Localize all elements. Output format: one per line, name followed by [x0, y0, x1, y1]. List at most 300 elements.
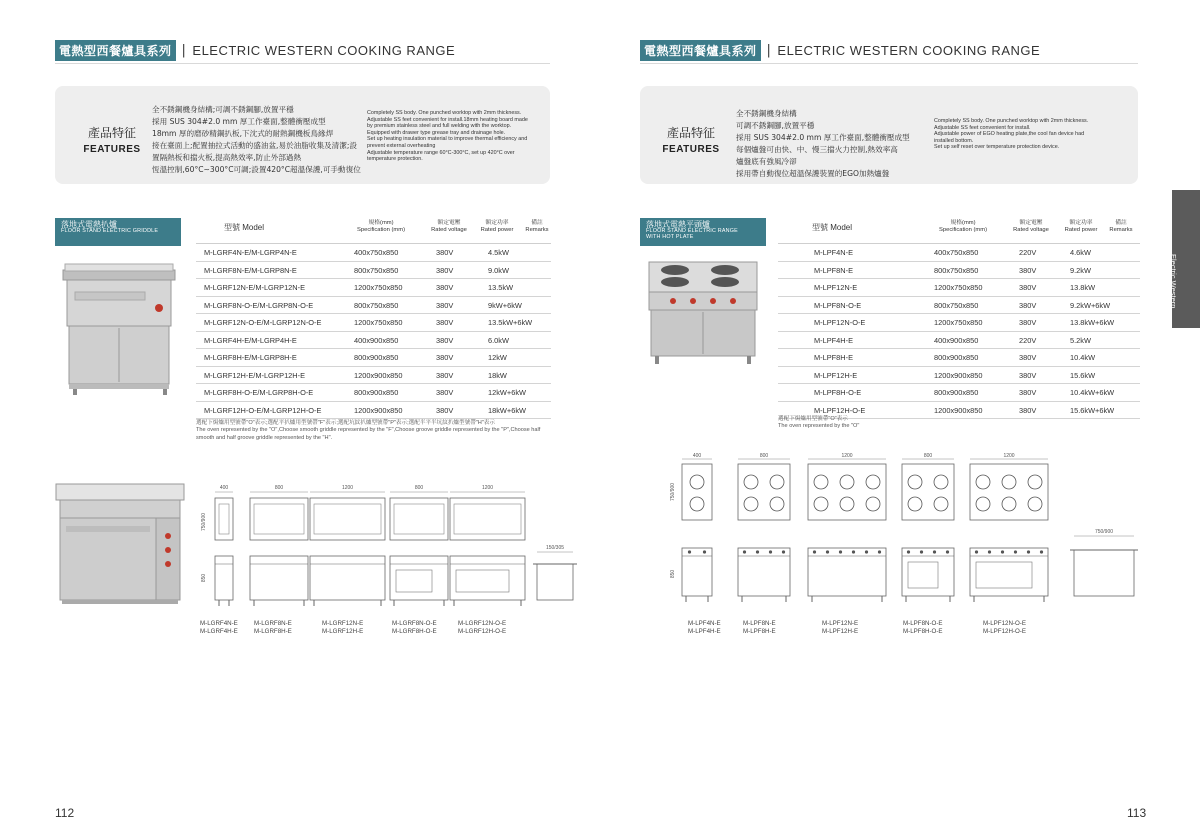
cell-spec: 1200x900x850	[934, 405, 983, 415]
cell-power: 12kW	[488, 353, 507, 362]
feature-en: Completely SS body. One punched worktop with 2mm thickness.	[367, 110, 522, 116]
feature-zh: 採用 SUS 304#2.0 mm 厚工作臺面,整體衝壓成型	[736, 133, 910, 142]
header-divider	[640, 63, 1138, 64]
table-row	[196, 297, 551, 315]
col-voltage	[426, 220, 472, 233]
top-view-plate	[454, 504, 521, 534]
knob-icon	[852, 550, 855, 553]
features-title	[646, 124, 736, 155]
feature-zh: 18mm 厚的磨砂精鋼扒板,下沈式的耐熱鋼機板鳥緣焊	[152, 129, 334, 138]
cell-voltage: 380V	[1019, 265, 1037, 275]
model-code: M-LGRF12H-E	[322, 627, 364, 635]
cell-power: 9kW+6kW	[488, 300, 522, 310]
dimension-label: 800	[759, 453, 769, 459]
side-view-outline	[537, 564, 573, 600]
features-list-en	[934, 118, 1088, 151]
cell-spec: 400x900x850	[354, 335, 399, 345]
side-section-tab[interactable]	[1160, 190, 1200, 328]
header-separator: |	[181, 42, 187, 58]
top-view-plate	[394, 504, 444, 534]
cell-voltage: 380V	[1019, 318, 1037, 327]
model-label	[822, 620, 858, 636]
feature-zh: 接在臺面上;配置抽拉式活動的盛油盆,易於油脂收集及清潔;設	[152, 141, 357, 150]
front-view-outline	[970, 548, 1048, 596]
header-divider	[55, 63, 550, 64]
hot-plate-icon	[690, 475, 704, 489]
table-note	[778, 416, 1018, 431]
hot-plate-icon	[908, 475, 922, 489]
feature-zh: 每個爐盤可由快、中、慢三擋火力控制,熱效率高	[736, 145, 898, 154]
cell-spec: 1200x750x850	[354, 283, 403, 292]
cell-voltage: 380V	[1019, 353, 1037, 362]
top-view-outline	[902, 464, 954, 520]
knob-icon	[688, 550, 691, 553]
cell-power: 13.8kW+6kW	[1070, 318, 1115, 327]
model-code: M-LGRF8N-O-E	[392, 620, 437, 627]
table-body	[196, 244, 551, 419]
table-row	[778, 262, 1140, 280]
dimension-label: 800	[923, 453, 933, 459]
dimension-label: 1200	[341, 485, 354, 491]
col-power-zh: 額定功率	[1069, 220, 1093, 226]
hot-plate-icon	[1002, 475, 1016, 489]
knob-icon	[946, 550, 949, 553]
hot-plate-icon	[1028, 497, 1042, 511]
technical-drawings	[195, 478, 590, 638]
col-power-en: Rated power	[480, 226, 514, 233]
header-title-zh: 電熱型西餐爐具系列	[640, 40, 761, 61]
table-header	[778, 218, 1140, 244]
hot-plate-icon	[770, 497, 784, 511]
col-model: 型號 Model	[812, 223, 853, 232]
table-row	[196, 332, 551, 350]
features-panel	[55, 86, 550, 184]
model-code: M-LGRF8H-E	[254, 627, 292, 635]
feature-en: Adjustable SS feet convenient for install.	[934, 124, 1031, 131]
cell-voltage: 380V	[436, 370, 454, 380]
dimension-label: 800	[414, 485, 424, 491]
cell-model: M-LGRF12N-O-E/M-LGRP12N-O-E	[204, 318, 322, 327]
table-row	[778, 332, 1140, 350]
feature-en: Set up heating insulation material to improve thermal efficiency and	[367, 136, 528, 143]
cell-model: M-LPF12N-E	[814, 283, 858, 292]
hot-plate-icon	[866, 497, 880, 511]
hot-plate-icon	[744, 497, 758, 511]
cell-voltage: 380V	[1019, 283, 1037, 292]
page-number: 112	[55, 806, 75, 820]
knob-icon	[826, 550, 829, 553]
model-code: M-LGRF8N-E	[254, 620, 292, 627]
front-view-outline	[390, 556, 448, 600]
cell-model: M-LGRF12H-O-E/M-LGRP12H-O-E	[204, 405, 322, 415]
table-row	[196, 367, 551, 385]
page-number: 113	[1127, 806, 1147, 820]
hot-plate-icon	[690, 497, 704, 511]
model-code: M-LGRF4N-E	[200, 620, 238, 627]
note-en: The oven represented by the "O"	[778, 423, 860, 430]
knob-icon	[975, 550, 978, 553]
table-row	[778, 367, 1140, 385]
front-view-outline	[310, 556, 385, 600]
cell-model: M-LPF4H-E	[814, 335, 854, 345]
top-view-plate	[314, 504, 381, 534]
hot-plate-icon	[934, 475, 948, 489]
knob-icon	[865, 550, 868, 553]
model-code: M-LPF8N-E	[743, 620, 776, 627]
product-category-tag	[55, 218, 181, 246]
dimension-label: 150/305	[545, 545, 565, 551]
cell-spec: 800x750x850	[354, 265, 399, 275]
col-power-zh: 額定功率	[485, 220, 509, 226]
col-model: 型號 Model	[224, 223, 265, 232]
dimension-label: 400	[219, 485, 229, 491]
front-view-outline	[450, 556, 525, 600]
cell-voltage: 220V	[1019, 248, 1037, 257]
table-row	[778, 349, 1140, 367]
model-label	[688, 620, 721, 636]
knob-icon	[813, 550, 816, 553]
col-power-en: Rated power	[1064, 226, 1098, 233]
top-view-outline	[808, 464, 886, 520]
model-code: M-LGRF4H-E	[200, 627, 238, 635]
note-en-2: smooth and half groove griddle represented by the "H".	[196, 434, 333, 441]
cell-power: 15.6kW+6kW	[1070, 405, 1115, 415]
model-label	[983, 620, 1026, 636]
cell-model: M-LGRF4N-E/M-LGRP4N-E	[204, 248, 297, 257]
cell-voltage: 380V	[1019, 388, 1037, 397]
feature-zh: 全不銹鋼機身結構;可調不銹鋼腳,放置平穩	[152, 105, 294, 114]
front-view-outline	[250, 556, 308, 600]
cell-voltage: 380V	[1019, 370, 1037, 380]
feature-en: Equipped with drawer type grease tray and drainage hole.	[367, 129, 506, 136]
oven-door	[976, 562, 1032, 588]
oven-door	[396, 570, 432, 592]
cell-voltage: 380V	[436, 318, 454, 327]
cell-power: 9.2kW	[1070, 265, 1091, 275]
cell-spec: 400x900x850	[934, 335, 979, 345]
feature-en: Adjustable temperature range 60°C-300°C, set up 420°C over	[367, 149, 515, 156]
col-remarks	[1104, 220, 1138, 233]
col-spec-en: Specification (mm)	[357, 226, 405, 233]
cell-model: M-LGRF8N-E/M-LGRP8N-E	[204, 265, 297, 275]
cell-model: M-LGRF8H-E/M-LGRP8H-E	[204, 353, 297, 362]
col-remarks-en: Remarks	[525, 226, 549, 233]
hot-plate-icon	[814, 497, 828, 511]
cell-model: M-LPF12N-O-E	[814, 318, 866, 327]
feature-en: Set up self reset over temperature protection device.	[934, 144, 1060, 151]
dimension-label: 1200	[841, 453, 853, 459]
cell-model: M-LPF12H-O-E	[814, 405, 866, 415]
knob-icon	[878, 550, 881, 553]
col-voltage-en: Rated voltage	[1013, 226, 1049, 233]
feature-en: by premium stainless steel and full welding with the worktop.	[367, 123, 512, 130]
feature-en: Adjustable power of EGO heating plate,the cool fan device had	[934, 131, 1085, 138]
col-voltage-en: Rated voltage	[431, 226, 467, 233]
cell-power: 6.0kW	[488, 335, 509, 345]
col-power	[476, 220, 518, 233]
front-view-outline	[682, 548, 712, 596]
note-zh: 選配下焗爐用型號帶"O"表示;選配平扒爐用型號帶"F"表示;選配坑紋扒爐型號帶"P"表示;選配半平半坑紋扒爐型號帶"H"表示	[196, 420, 495, 426]
cell-voltage: 380V	[1019, 300, 1037, 310]
table-row	[778, 244, 1140, 262]
hot-plate-icon	[976, 475, 990, 489]
knob-icon	[703, 550, 706, 553]
cell-model: M-LGRF8H-O-E/M-LGRP8H-O-E	[204, 388, 314, 397]
feature-zh: 爐盤底有強風冷卻	[736, 157, 797, 166]
knob-icon	[1027, 550, 1030, 553]
cell-model: M-LPF8H-O-E	[814, 388, 862, 397]
knob-icon	[933, 550, 936, 553]
cell-power: 13.8kW	[1070, 283, 1096, 292]
features-title-en: FEATURES	[662, 144, 720, 155]
right-page	[600, 0, 1200, 837]
note-zh: 選配下焗爐用型號帶"O"表示	[778, 416, 848, 422]
feature-zh: 置隔熱板和擋火板,提高熱效率,防止外部過熱	[152, 153, 302, 162]
cell-power: 4.5kW	[488, 248, 509, 257]
col-spec-zh: 規格(mm)	[950, 220, 976, 226]
oven-door	[456, 570, 509, 592]
dimension-label: 1200	[1003, 453, 1015, 459]
model-label	[322, 620, 363, 636]
table-note	[196, 420, 586, 442]
top-view-outline	[738, 464, 790, 520]
knob-icon	[920, 550, 923, 553]
model-code: M-LPF12H-O-E	[983, 627, 1026, 635]
col-remarks-zh: 備註	[531, 220, 543, 226]
table-row	[778, 279, 1140, 297]
table-row	[196, 384, 551, 402]
cell-model: M-LPF8N-O-E	[814, 300, 862, 310]
dimension-label: 1200	[481, 485, 494, 491]
top-view-outline	[682, 464, 712, 520]
cell-spec: 1200x750x850	[934, 318, 983, 327]
model-code: M-LPF4N-E	[688, 620, 721, 627]
features-panel	[640, 86, 1138, 184]
dimension-label: 750/900	[670, 482, 676, 502]
cell-spec: 1200x900x850	[934, 370, 983, 380]
model-code: M-LPF8N-O-E	[903, 620, 943, 627]
dimension-label: 850	[201, 573, 207, 583]
table-body	[778, 244, 1140, 419]
model-label	[392, 620, 437, 636]
oven-door	[908, 562, 938, 588]
col-voltage-zh: 額定電壓	[437, 220, 461, 226]
hot-plate-icon	[840, 497, 854, 511]
knob-icon	[988, 550, 991, 553]
hot-plate-icon	[934, 497, 948, 511]
dimension-label: 800	[274, 485, 284, 491]
knob-icon	[769, 550, 772, 553]
cell-power: 18kW+6kW	[488, 405, 526, 415]
tag-en-2: WITH HOT PLATE	[646, 234, 694, 241]
model-code: M-LGRF12N-E	[322, 620, 364, 627]
cell-power: 13.5kW+6kW	[488, 318, 533, 327]
tag-zh: 落地式電熱扒爐	[61, 220, 117, 229]
spec-table	[778, 218, 1140, 419]
table-header	[196, 218, 551, 244]
tag-zh: 落地式電熱平頭爐	[646, 220, 710, 229]
cell-power: 4.6kW	[1070, 248, 1091, 257]
hot-plate-icon	[866, 475, 880, 489]
cell-voltage: 380V	[436, 388, 454, 397]
table-row	[778, 384, 1140, 402]
cell-power: 5.2kW	[1070, 335, 1091, 345]
feature-zh: 恆溫控制,60°C~300°C可調;設置420°C超溫保護,可手動復位	[152, 165, 361, 174]
features-list-zh	[736, 108, 910, 180]
table-row	[196, 279, 551, 297]
model-label	[903, 620, 943, 636]
tag-en-1: FLOOR STAND ELECTRIC RANGE	[646, 228, 738, 235]
feature-zh: 採用帶自動復位超溫保護裝置的EGO加熱爐盤	[736, 169, 890, 178]
col-spec-zh: 規格(mm)	[368, 220, 394, 226]
feature-en: Adjustable SS feet convenient for install.18mm heating board made	[367, 116, 528, 123]
feature-zh: 採用 SUS 304#2.0 mm 厚工作臺面,整體衝壓成型	[152, 117, 326, 126]
cell-power: 9.2kW+6kW	[1070, 300, 1111, 310]
griddle-oven-photo	[50, 478, 190, 608]
cell-spec: 400x750x850	[934, 248, 979, 257]
features-list-zh	[152, 104, 361, 176]
dimension-label: 850	[670, 569, 676, 579]
hot-plate-icon	[814, 475, 828, 489]
feature-zh: 全不銹鋼機身結構	[736, 109, 797, 118]
col-voltage	[1008, 220, 1054, 233]
model-code: M-LPF12H-E	[822, 627, 859, 635]
dimension-label: 750/900	[201, 512, 207, 532]
knob-icon	[1014, 550, 1017, 553]
cell-voltage: 220V	[1019, 335, 1037, 345]
technical-drawings	[670, 452, 1160, 632]
cell-spec: 1200x900x850	[354, 405, 403, 415]
model-label	[200, 620, 238, 636]
hot-plate-icon	[976, 497, 990, 511]
model-code: M-LPF8H-E	[743, 627, 776, 635]
cell-voltage: 380V	[436, 265, 454, 275]
product-category-tag	[640, 218, 766, 246]
feature-en: Completely SS body. One punched worktop with 2mm thickness.	[934, 118, 1089, 124]
dimension-label: 750/900	[1094, 529, 1114, 535]
cell-model: M-LPF12H-E	[814, 370, 858, 380]
col-spec	[928, 220, 998, 233]
hot-plate-icon	[1028, 475, 1042, 489]
cell-voltage: 380V	[1019, 405, 1037, 415]
cell-model: M-LGRF8N-O-E/M-LGRP8N-O-E	[204, 300, 314, 310]
model-code: M-LGRF12H-O-E	[458, 627, 507, 635]
note-en-1: The oven represented by the "O",Choose smooth griddle represented by the "F",Choose groove griddle represented by the "P",Choose half	[196, 427, 541, 434]
col-voltage-zh: 額定電壓	[1019, 220, 1043, 226]
feature-en: installed bottom.	[934, 137, 974, 144]
top-view-plate	[219, 504, 229, 534]
features-title-zh: 產品特征	[666, 126, 715, 140]
header-title-en: ELECTRIC WESTERN COOKING RANGE	[192, 42, 456, 58]
hot-plate-icon	[1002, 497, 1016, 511]
front-view-outline	[738, 548, 790, 596]
model-code: M-LGRF12N-O-E	[458, 620, 507, 627]
cell-voltage: 380V	[436, 335, 454, 345]
cell-spec: 1200x900x850	[354, 370, 403, 380]
spec-table	[196, 218, 551, 419]
cell-power: 10.4kW+6kW	[1070, 388, 1115, 397]
cell-spec: 800x750x850	[354, 300, 399, 310]
cell-spec: 800x900x850	[354, 353, 399, 362]
front-view-outline	[808, 548, 886, 596]
hot-plate-icon	[908, 497, 922, 511]
table-row	[196, 402, 551, 420]
hot-plate-photo	[645, 252, 765, 367]
knob-icon	[1001, 550, 1004, 553]
col-remarks	[520, 220, 554, 233]
cell-model: M-LPF8H-E	[814, 353, 854, 362]
cell-spec: 800x900x850	[934, 388, 979, 397]
cell-power: 12kW+6kW	[488, 388, 526, 397]
feature-zh: 可調不銹鋼腳,放置平穩	[736, 121, 815, 130]
cell-model: M-LPF8N-E	[814, 265, 854, 275]
hot-plate-icon	[770, 475, 784, 489]
model-label	[254, 620, 292, 636]
cell-spec: 800x750x850	[934, 300, 979, 310]
col-remarks-en: Remarks	[1109, 226, 1133, 233]
page-header	[640, 40, 1040, 60]
hot-plate-icon	[744, 475, 758, 489]
cell-spec: 800x750x850	[934, 265, 979, 275]
features-title-zh: 產品特征	[87, 126, 136, 140]
model-code: M-LPF8H-O-E	[903, 627, 943, 635]
side-view-outline	[1074, 550, 1134, 596]
table-row	[196, 244, 551, 262]
cell-voltage: 380V	[436, 248, 454, 257]
cell-spec: 1200x750x850	[354, 318, 403, 327]
features-title	[67, 124, 157, 155]
model-label	[743, 620, 776, 636]
knob-icon	[756, 550, 759, 553]
features-title-en: FEATURES	[83, 144, 141, 155]
table-row	[196, 262, 551, 280]
cell-model: M-LGRF12N-E/M-LGRP12N-E	[204, 283, 306, 292]
table-row	[196, 349, 551, 367]
model-code: M-LPF4H-E	[688, 627, 721, 635]
cell-voltage: 380V	[436, 300, 454, 310]
cell-power: 9.0kW	[488, 265, 509, 275]
model-code: M-LPF12N-O-E	[983, 620, 1026, 627]
table-row	[778, 297, 1140, 315]
model-code: M-LPF12N-E	[822, 620, 859, 627]
col-remarks-zh: 備註	[1115, 220, 1127, 226]
model-label	[458, 620, 506, 636]
col-power	[1060, 220, 1102, 233]
feature-en: temperature protection.	[367, 156, 423, 163]
header-title-en: ELECTRIC WESTERN COOKING RANGE	[777, 42, 1041, 58]
col-spec-en: Specification (mm)	[939, 226, 987, 233]
knob-icon	[1040, 550, 1043, 553]
front-view-outline	[902, 548, 954, 596]
top-view-plate	[254, 504, 304, 534]
tag-en: FLOOR STAND ELECTRIC GRIDDLE	[61, 228, 159, 235]
cell-power: 18kW	[488, 370, 507, 380]
side-tab-label: Electric Western Cooking Range	[1160, 254, 1178, 309]
cell-voltage: 380V	[436, 405, 454, 415]
cell-model: M-LPF4N-E	[814, 248, 854, 257]
table-row	[196, 314, 551, 332]
front-view-outline	[215, 556, 233, 600]
griddle-photo	[55, 252, 185, 397]
cell-power: 10.4kW	[1070, 353, 1096, 362]
dimension-label: 400	[692, 453, 702, 459]
cell-power: 15.6kW	[1070, 370, 1096, 380]
header-separator: |	[766, 42, 772, 58]
cell-spec: 400x750x850	[354, 248, 399, 257]
cell-voltage: 380V	[436, 283, 454, 292]
knob-icon	[907, 550, 910, 553]
cell-voltage: 380V	[436, 353, 454, 362]
